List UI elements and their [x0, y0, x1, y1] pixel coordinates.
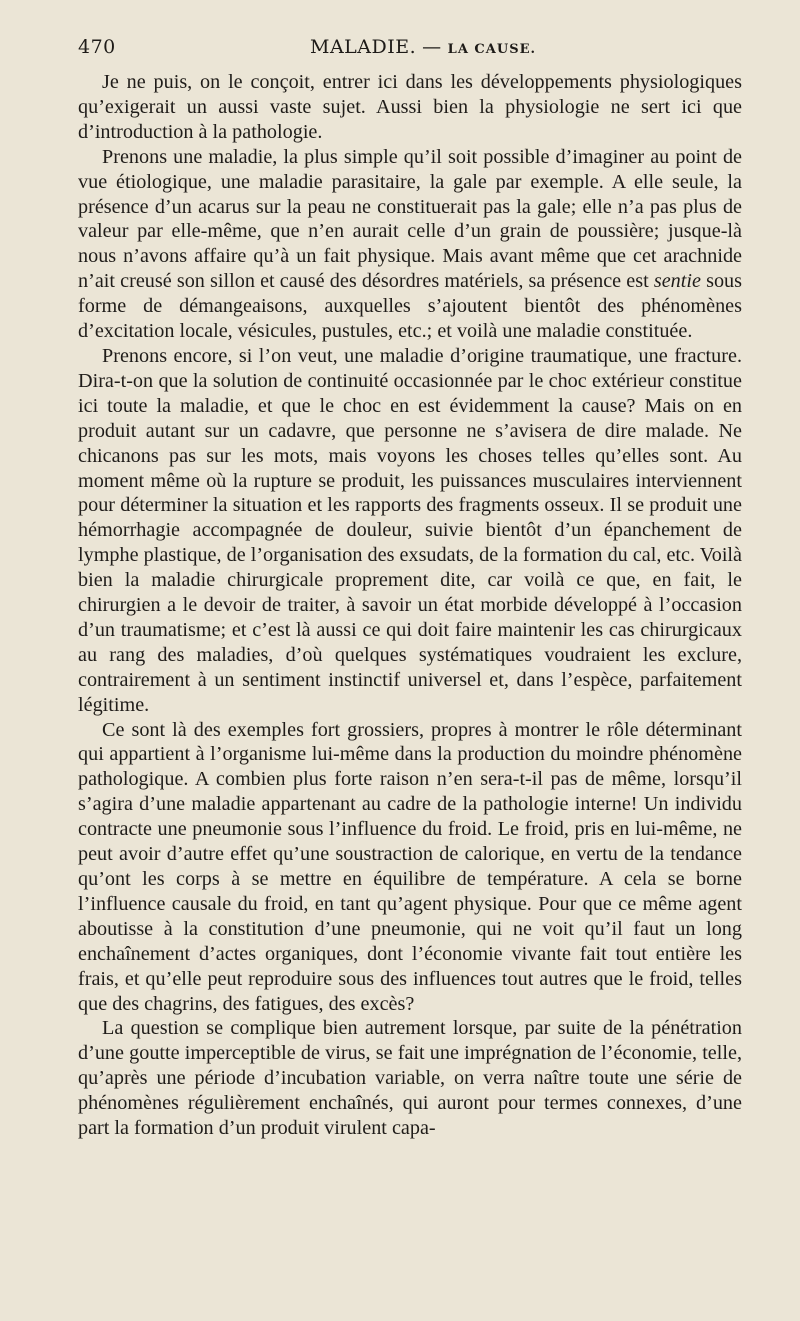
paragraph-1: Je ne puis, on le conçoit, entrer ici dans les développements physiologiques qu’exigerait un aussi vaste sujet. Aussi bien la physiologie ne sert ici que d’introduction à la pathologie. [78, 71, 742, 143]
paragraph-2-end: sous forme de démangeaisons, auxquelles s’ajoutent bientôt des phénomènes d’excitation locale, vésicules, pustules, etc.; et voilà une maladie constituée. [78, 270, 743, 343]
body-text [78, 70, 742, 1141]
running-title-dash: — [422, 36, 442, 58]
paragraph-2 [78, 145, 742, 344]
running-title [310, 36, 536, 58]
paragraph-2-start: Prenons une maladie, la plus simple qu’il soit possible d’imaginer au point de vue étiologique, une maladie parasitaire, la gale par exemple. A elle seule, la présence d’un acarus sur la peau ne constituerait pas la gale; elle n’a pas plus de valeur par elle-même, que n’en aurait celle d’un grain de poussière; jusque-là nous n’avons affaire qu’à un fait physique. Mais avant même que cet arachnide n’ait creusé son sillon et causé des désordres matériels, sa présence est [78, 145, 742, 293]
running-head [78, 36, 740, 66]
paragraph-4: Ce sont là des exemples fort grossiers, propres à montrer le rôle déterminant qui appartient à l’organisme lui-même dans la production du moindre phénomène pathologique. A combien plus forte raison n’en sera-t-il pas de même, lorsqu’il s’agira d’une maladie appartenant au cadre de la pathologie interne! Un individu contracte une pneumonie sous l’influence du froid. Le froid, pris en lui-même, ne peut avoir d’autre effet qu’une soustraction de calorique, en vertu de la tendance qu’ont les corps à se mettre en équilibre de température. A cela se borne l’influence causale du froid, en tant qu’agent physique. Pour que ce même agent aboutisse à la constitution d’une pneumonie, qui ne voit qu’il faut un long enchaînement d’actes organiques, dont l’économie vivante fait tout entière les frais, et qu’elle peut reproduire sous des influences tout autres que le froid, telles que des chagrins, des fatigues, des excès? [78, 718, 742, 1015]
italic-word: sentie [653, 270, 701, 293]
page-number: 470 [78, 36, 116, 58]
paragraph-5: La question se complique bien autrement lorsque, par suite de la pénétration d’une goutte imperceptible de virus, se fait une imprégnation de l’économie, telle, qu’après une période d’incubation variable, on verra naître toute une série de phénomènes régulièrement enchaînés, qui auront pour termes connexes, d’une part la formation d’un produit virulent capa- [78, 1017, 742, 1140]
running-title-sub: LA CAUSE. [447, 42, 537, 57]
paragraph-3: Prenons encore, si l’on veut, une maladie d’origine traumatique, une fracture. Dira-t-on que la solution de continuité occasionnée par le choc extérieur constitue ici toute la maladie, et que le choc en est évidemment la cause? Mais on en produit autant sur un cadavre, que personne ne s’avisera de dire malade. Ne chicanons pas sur les mots, mais voyons les choses telles qu’elles sont. Au moment même où la rupture se produit, les puissances musculaires interviennent pour déterminer la situation et les rapports des fragments osseux. Il se produit une hémorrhagie accompagnée de douleur, suivie bientôt d’un épanchement de lymphe plastique, de l’organisation des exsudats, de la formation du cal, etc. Voilà bien la maladie chirurgicale proprement dite, car voilà ce que, en fait, le chirurgien a le devoir de traiter, à savoir un état morbide développé à l’occasion d’un traumatisme; et c’est là aussi ce qui doit faire maintenir les cas chirurgicaux au rang des maladies, d’où quelques systématiques voudraient les exclure, contrairement à un sentiment instinctif universel et, dans l’espèce, parfaitement légitime. [78, 344, 742, 716]
running-title-main: MALADIE. [310, 36, 417, 58]
